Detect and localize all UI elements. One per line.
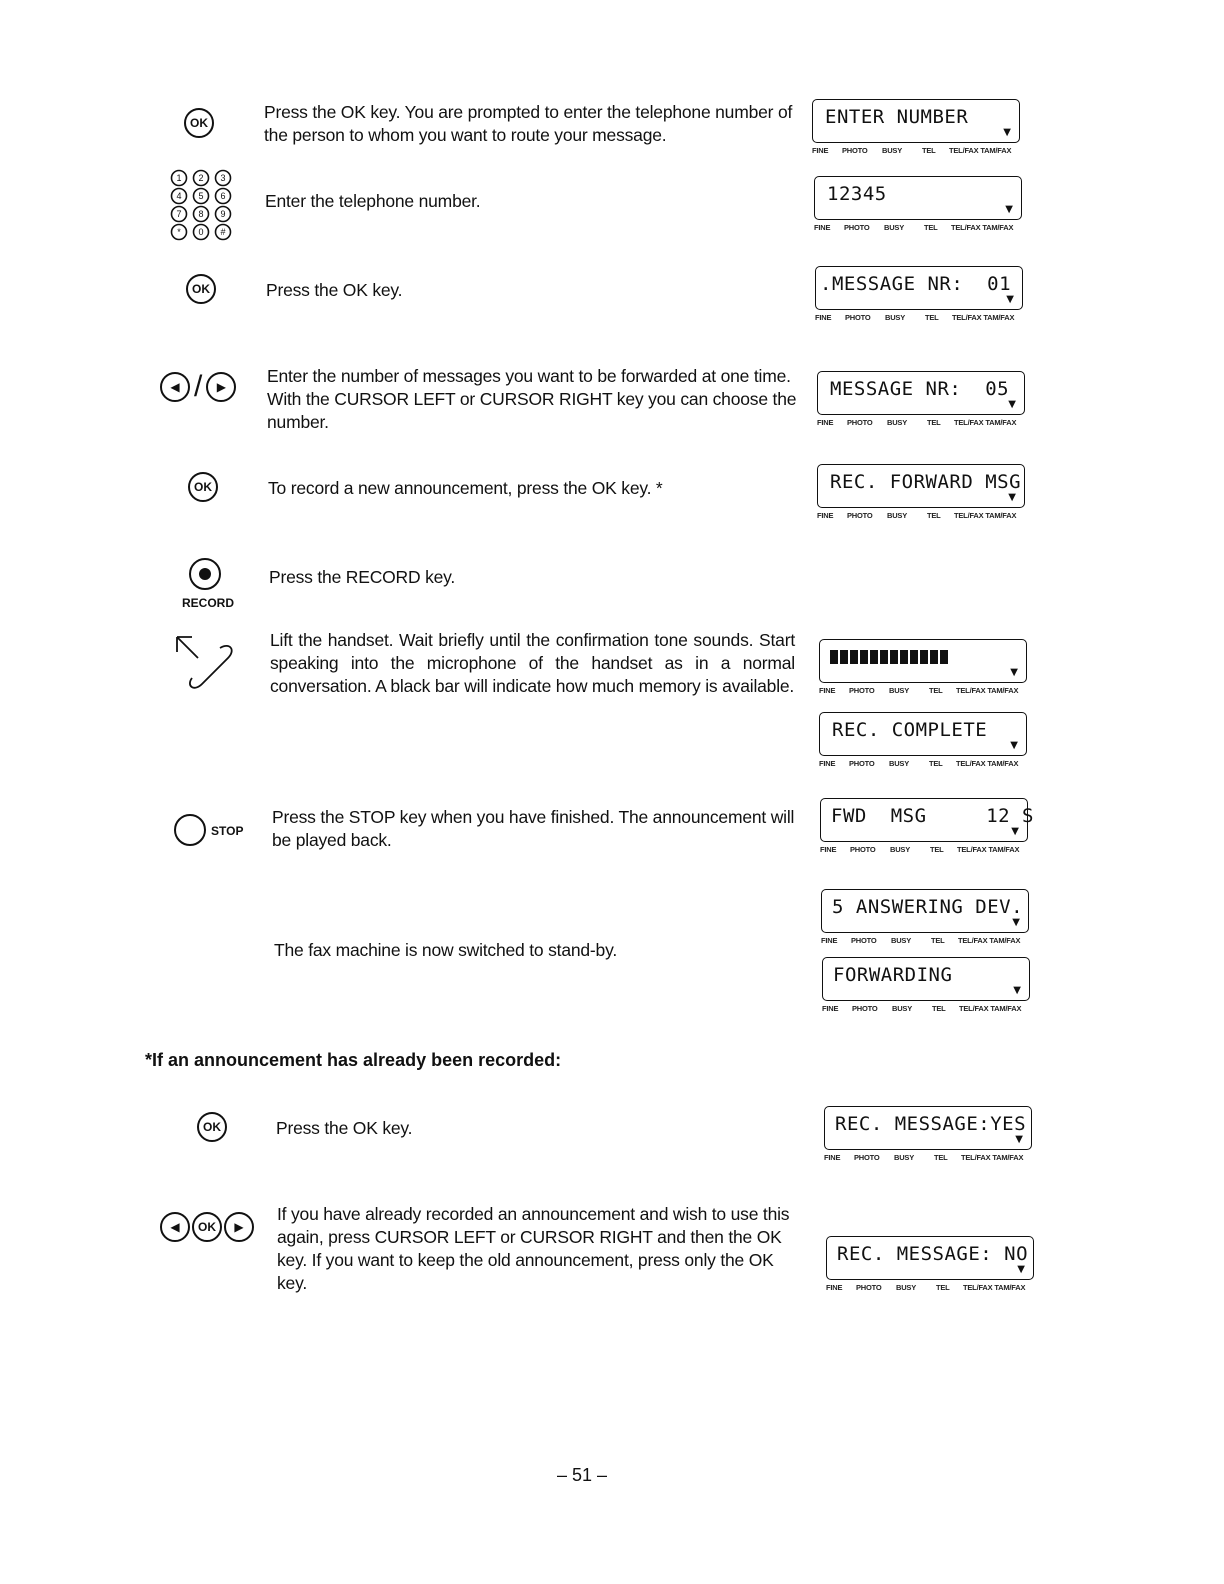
keypad-key: 1 [176, 173, 182, 183]
keypad-key: 8 [198, 209, 204, 219]
lcd-text: 5 ANSWERING DEV. [832, 896, 1024, 918]
down-arrow-icon: ▼ [1011, 826, 1019, 837]
down-arrow-icon: ▼ [1017, 1264, 1025, 1275]
down-arrow-icon: ▼ [1006, 294, 1014, 305]
keypad-key: 4 [176, 191, 182, 201]
step-text: To record a new announcement, press the OK key. * [268, 478, 663, 498]
lcd-text: REC. COMPLETE [832, 719, 988, 741]
record-key-label: RECORD [182, 596, 235, 610]
lcd-text: REC. MESSAGE:YES [835, 1113, 1027, 1135]
keypad-key: 6 [220, 191, 226, 201]
page-number: – 51 – [556, 1465, 608, 1485]
lcd-indicator-labels: FINE PHOTO BUSY TEL TEL/FAX TAM/FAX [824, 1153, 1024, 1162]
cursor-ok-icon [160, 1212, 254, 1242]
lcd-indicator-labels: FINE PHOTO BUSY TEL TEL/FAX TAM/FAX [814, 223, 1014, 232]
stop-key-icon [174, 814, 206, 846]
cursor-right-key-icon: ▶ [224, 1212, 254, 1242]
step-text: Enter the telephone number. [265, 191, 481, 211]
memory-bar-segment [900, 650, 908, 664]
step-text: Press the RECORD key. [269, 567, 456, 587]
memory-bar-segment [920, 650, 928, 664]
down-arrow-icon: ▼ [1012, 917, 1020, 928]
memory-bar-segment [930, 650, 938, 664]
keypad-key: 5 [198, 191, 204, 201]
keypad-key: 3 [220, 173, 226, 183]
lcd-display [817, 464, 1025, 520]
cursor-right-key-icon: ▶ [206, 372, 236, 402]
lcd-text: ENTER NUMBER [825, 106, 969, 128]
lcd-indicator-labels: FINE PHOTO BUSY TEL TEL/FAX TAM/FAX [815, 313, 1015, 322]
keypad-key: 2 [198, 173, 204, 183]
memory-bar-segment [890, 650, 898, 664]
ok-key-icon: OK [192, 1212, 222, 1242]
lcd-indicator-labels: FINE PHOTO BUSY TEL TEL/FAX TAM/FAX [821, 936, 1021, 945]
memory-bar-segment [850, 650, 858, 664]
step-text: If you have already recorded an announcement and wish to use this again, press CURSOR LEFT or CURSOR RIGHT and then the OK key. If you want to keep the old announcement, press only the OK key. [277, 1204, 790, 1293]
lcd-indicator-labels: FINE PHOTO BUSY TEL TEL/FAX TAM/FAX [826, 1283, 1026, 1292]
ok-key-icon: OK [186, 274, 216, 304]
step-text: The fax machine is now switched to stand-by. [274, 940, 617, 960]
keypad-key: 9 [220, 209, 226, 219]
down-arrow-icon: ▼ [1003, 127, 1011, 138]
memory-bar [830, 650, 948, 664]
record-key-icon [189, 558, 221, 590]
lcd-text: .MESSAGE NR: 01 [820, 273, 1012, 295]
keypad-key: # [220, 227, 226, 237]
lcd-indicator-labels: FINE PHOTO BUSY TEL TEL/FAX TAM/FAX [820, 845, 1020, 854]
down-arrow-icon: ▼ [1010, 740, 1018, 751]
ok-key-icon: OK [197, 1112, 227, 1142]
handset-icon [174, 634, 238, 694]
ok-key-label: OK [190, 116, 208, 130]
lcd-display [817, 371, 1025, 427]
step-text: Press the OK key. You are prompted to enter the telephone number of the person to whom you want to route your message. [264, 102, 793, 145]
lcd-indicator-labels: FINE PHOTO BUSY TEL TEL/FAX TAM/FAX [819, 759, 1019, 768]
keypad-key: 7 [176, 209, 182, 219]
lcd-indicator-labels: FINE PHOTO BUSY TEL TEL/FAX TAM/FAX [812, 146, 1012, 155]
memory-bar-segment [870, 650, 878, 664]
lcd-display [822, 957, 1030, 1013]
lcd-display [812, 99, 1020, 155]
stop-key-label: STOP [211, 824, 244, 838]
keypad-key: 0 [198, 227, 204, 237]
down-arrow-icon: ▼ [1005, 204, 1013, 215]
step-text: Enter the number of messages you want to be forwarded at one time. With the CURSOR LEFT or CURSOR RIGHT key you can choose the number. [267, 366, 797, 432]
section-heading: *If an announcement has already been recorded: [145, 1050, 562, 1070]
lcd-text: FORWARDING [833, 964, 953, 986]
lcd-display [821, 889, 1029, 945]
memory-bar-segment [860, 650, 868, 664]
lcd-display-memory [819, 639, 1027, 695]
memory-bar-segment [940, 650, 948, 664]
lcd-display [826, 1236, 1034, 1292]
memory-bar-segment [830, 650, 838, 664]
lcd-display [819, 712, 1027, 768]
down-arrow-icon: ▼ [1015, 1134, 1023, 1145]
lcd-indicator-labels: FINE PHOTO BUSY TEL TEL/FAX TAM/FAX [817, 511, 1017, 520]
down-arrow-icon: ▼ [1008, 492, 1016, 503]
down-arrow-icon: ▼ [1013, 985, 1021, 996]
lcd-indicator-labels: FINE PHOTO BUSY TEL TEL/FAX TAM/FAX [817, 418, 1017, 427]
cursor-left-key-icon: ◀ [160, 1212, 190, 1242]
down-arrow-icon: ▼ [1008, 399, 1016, 410]
lcd-text: 12345 [827, 183, 887, 205]
lcd-display [820, 798, 1034, 854]
lcd-indicator-labels: FINE PHOTO BUSY TEL TEL/FAX TAM/FAX [819, 686, 1019, 695]
down-arrow-icon: ▼ [1010, 667, 1018, 678]
cursor-left-key-icon: ◀ [160, 372, 190, 402]
lcd-display [815, 266, 1023, 322]
lcd-display [824, 1106, 1032, 1162]
step-text: Press the STOP key when you have finished. The announcement will be played back. [272, 807, 795, 850]
keypad-key: * [177, 227, 181, 237]
lcd-text: REC. FORWARD MSG [830, 471, 1022, 493]
cursor-left-right-icon: ◀ / ▶ [160, 370, 236, 404]
numeric-keypad-icon [170, 168, 234, 244]
ok-key-icon: OK [188, 472, 218, 502]
lcd-text: FWD MSG 12 S [831, 805, 1034, 827]
lcd-text: MESSAGE NR: 05 [830, 378, 1010, 400]
lcd-indicator-labels: FINE PHOTO BUSY TEL TEL/FAX TAM/FAX [822, 1004, 1022, 1013]
memory-bar-segment [910, 650, 918, 664]
step-text: Press the OK key. [266, 280, 403, 300]
lcd-display [814, 176, 1022, 232]
memory-bar-segment [840, 650, 848, 664]
step-text: Press the OK key. [276, 1118, 413, 1138]
ok-key-icon [184, 108, 214, 138]
step-text: Lift the handset. Wait briefly until the confirmation tone sounds. Start speaking into the microphone of the handset as in a normal conversation. A black bar will indicate how much memory is available. [270, 630, 795, 696]
memory-bar-segment [880, 650, 888, 664]
lcd-text: REC. MESSAGE: NO [837, 1243, 1029, 1265]
